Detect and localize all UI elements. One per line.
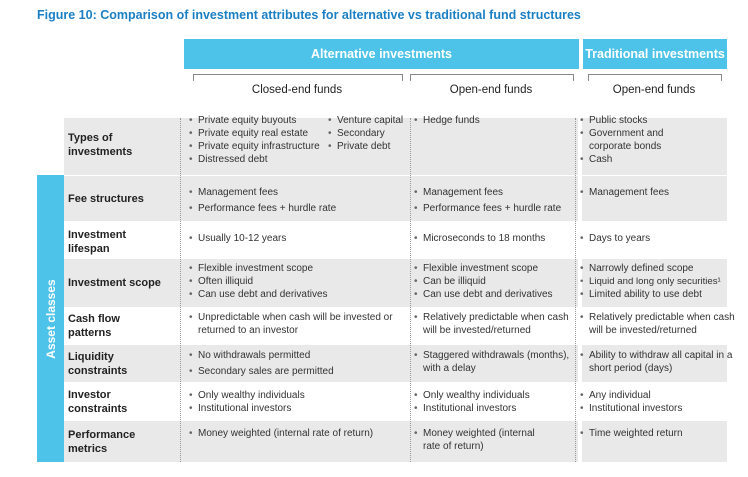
cell-closed-lifespan <box>189 232 286 245</box>
list-item: • Usually 10-12 years <box>189 232 286 245</box>
cell-open-fees <box>414 186 561 215</box>
list-item: • Public stocks <box>580 114 699 127</box>
list-item: • Private equity buyouts <box>189 114 320 127</box>
cell-open-performance <box>414 427 548 453</box>
list-item: • Liquid and long only securities¹ <box>580 275 721 288</box>
list-item: • Venture capital <box>328 114 403 127</box>
cell-trad-lifespan <box>580 232 650 245</box>
cell-trad-liquidity <box>580 349 737 375</box>
list-item: • Only wealthy individuals <box>414 389 530 402</box>
list-item: • Private equity infrastructure <box>189 140 320 153</box>
list-item: • Performance fees + hurdle rate <box>189 202 336 215</box>
list-item: • Can use debt and derivatives <box>189 288 328 301</box>
list-item: • Flexible investment scope <box>414 262 553 275</box>
cell-closed-investor <box>189 389 305 415</box>
list-item: • Only wealthy individuals <box>189 389 305 402</box>
category-liquidity-constraints: Liquidity constraints <box>68 351 128 377</box>
cell-open-scope <box>414 262 553 301</box>
list-item: • Private equity real estate <box>189 127 320 140</box>
cell-trad-scope <box>580 262 721 301</box>
category-investment-lifespan: Investment lifespan <box>68 229 127 255</box>
list-item: • Distressed debt <box>189 153 320 166</box>
list-item: • Any individual <box>580 389 682 402</box>
list-item: • Can use debt and derivatives <box>414 288 553 301</box>
cell-trad-fees <box>580 186 669 199</box>
divider-open-trad <box>575 118 576 462</box>
list-item: • Hedge funds <box>414 114 480 127</box>
list-item: • Flexible investment scope <box>189 262 328 275</box>
header-traditional-investments: Traditional investments <box>583 39 727 69</box>
cell-closed-types-col2 <box>328 114 403 153</box>
list-item: • Staggered withdrawals (months), with a delay <box>414 349 581 375</box>
category-investor-constraints: Investor constraints <box>68 389 128 415</box>
list-item: • Institutional investors <box>414 402 530 415</box>
list-item: • Often illiquid <box>189 275 328 288</box>
figure-title: Figure 10: Comparison of investment attributes for alternative vs traditional fund structures <box>37 8 581 22</box>
cell-open-lifespan <box>414 232 545 245</box>
divider-cat-closed <box>180 118 181 462</box>
cell-open-investor <box>414 389 530 415</box>
subheader-open-end-funds: Open-end funds <box>449 84 533 96</box>
cell-closed-cashflow <box>189 311 403 337</box>
list-item: • Government and corporate bonds <box>580 127 699 153</box>
list-item: • Secondary sales are permitted <box>189 365 334 378</box>
cell-closed-scope <box>189 262 328 301</box>
list-item: • Private debt <box>328 140 403 153</box>
cell-closed-types-col1 <box>189 114 320 166</box>
category-fee-structures: Fee structures <box>68 193 144 205</box>
category-cash-flow-patterns: Cash flow patterns <box>68 313 120 339</box>
list-item: • Money weighted (internal rate of return) <box>189 427 373 440</box>
list-item: • Management fees <box>580 186 669 199</box>
category-investment-scope: Investment scope <box>68 277 161 289</box>
list-item: • Management fees <box>189 186 336 199</box>
list-item: • Narrowly defined scope <box>580 262 721 275</box>
asset-classes-label: Asset classes <box>43 278 58 359</box>
list-item: • Relatively predictable when cash will be invested/returned <box>580 311 737 337</box>
list-item: • Limited ability to use debt <box>580 288 721 301</box>
divider-closed-open <box>410 118 411 462</box>
list-item: • Money weighted (internal rate of return) <box>414 427 548 453</box>
list-item: • Performance fees + hurdle rate <box>414 202 561 215</box>
cell-trad-cashflow <box>580 311 737 337</box>
bracket-traditional <box>588 74 722 81</box>
cell-trad-performance <box>580 427 683 440</box>
cell-trad-types <box>580 114 699 166</box>
cell-closed-fees <box>189 186 336 215</box>
list-item: • No withdrawals permitted <box>189 349 334 362</box>
cell-open-cashflow <box>414 311 578 337</box>
list-item: • Institutional investors <box>189 402 305 415</box>
bracket-open-end <box>410 74 574 81</box>
bracket-closed-end <box>193 74 403 81</box>
list-item: • Unpredictable when cash will be invested or returned to an investor <box>189 311 403 337</box>
category-performance-metrics: Performance metrics <box>68 429 136 455</box>
cell-trad-investor <box>580 389 682 415</box>
category-types-of-investments: Types of investments <box>68 132 133 158</box>
list-item: • Relatively predictable when cash will be invested/returned <box>414 311 578 337</box>
list-item: • Can be illiquid <box>414 275 553 288</box>
list-item: • Time weighted return <box>580 427 683 440</box>
list-item: • Days to years <box>580 232 650 245</box>
list-item: • Ability to withdraw all capital in a short period (days) <box>580 349 737 375</box>
subheader-traditional-open-end-funds: Open-end funds <box>612 84 696 96</box>
list-item: • Management fees <box>414 186 561 199</box>
list-item: • Microseconds to 18 months <box>414 232 545 245</box>
header-alternative-investments: Alternative investments <box>184 39 579 69</box>
list-item: • Secondary <box>328 127 403 140</box>
cell-closed-liquidity <box>189 349 334 378</box>
list-item: • Cash <box>580 153 699 166</box>
list-item: • Institutional investors <box>580 402 682 415</box>
cell-open-liquidity <box>414 349 581 375</box>
cell-open-types <box>414 114 480 127</box>
subheader-closed-end-funds: Closed-end funds <box>251 84 343 96</box>
cell-closed-performance <box>189 427 373 440</box>
